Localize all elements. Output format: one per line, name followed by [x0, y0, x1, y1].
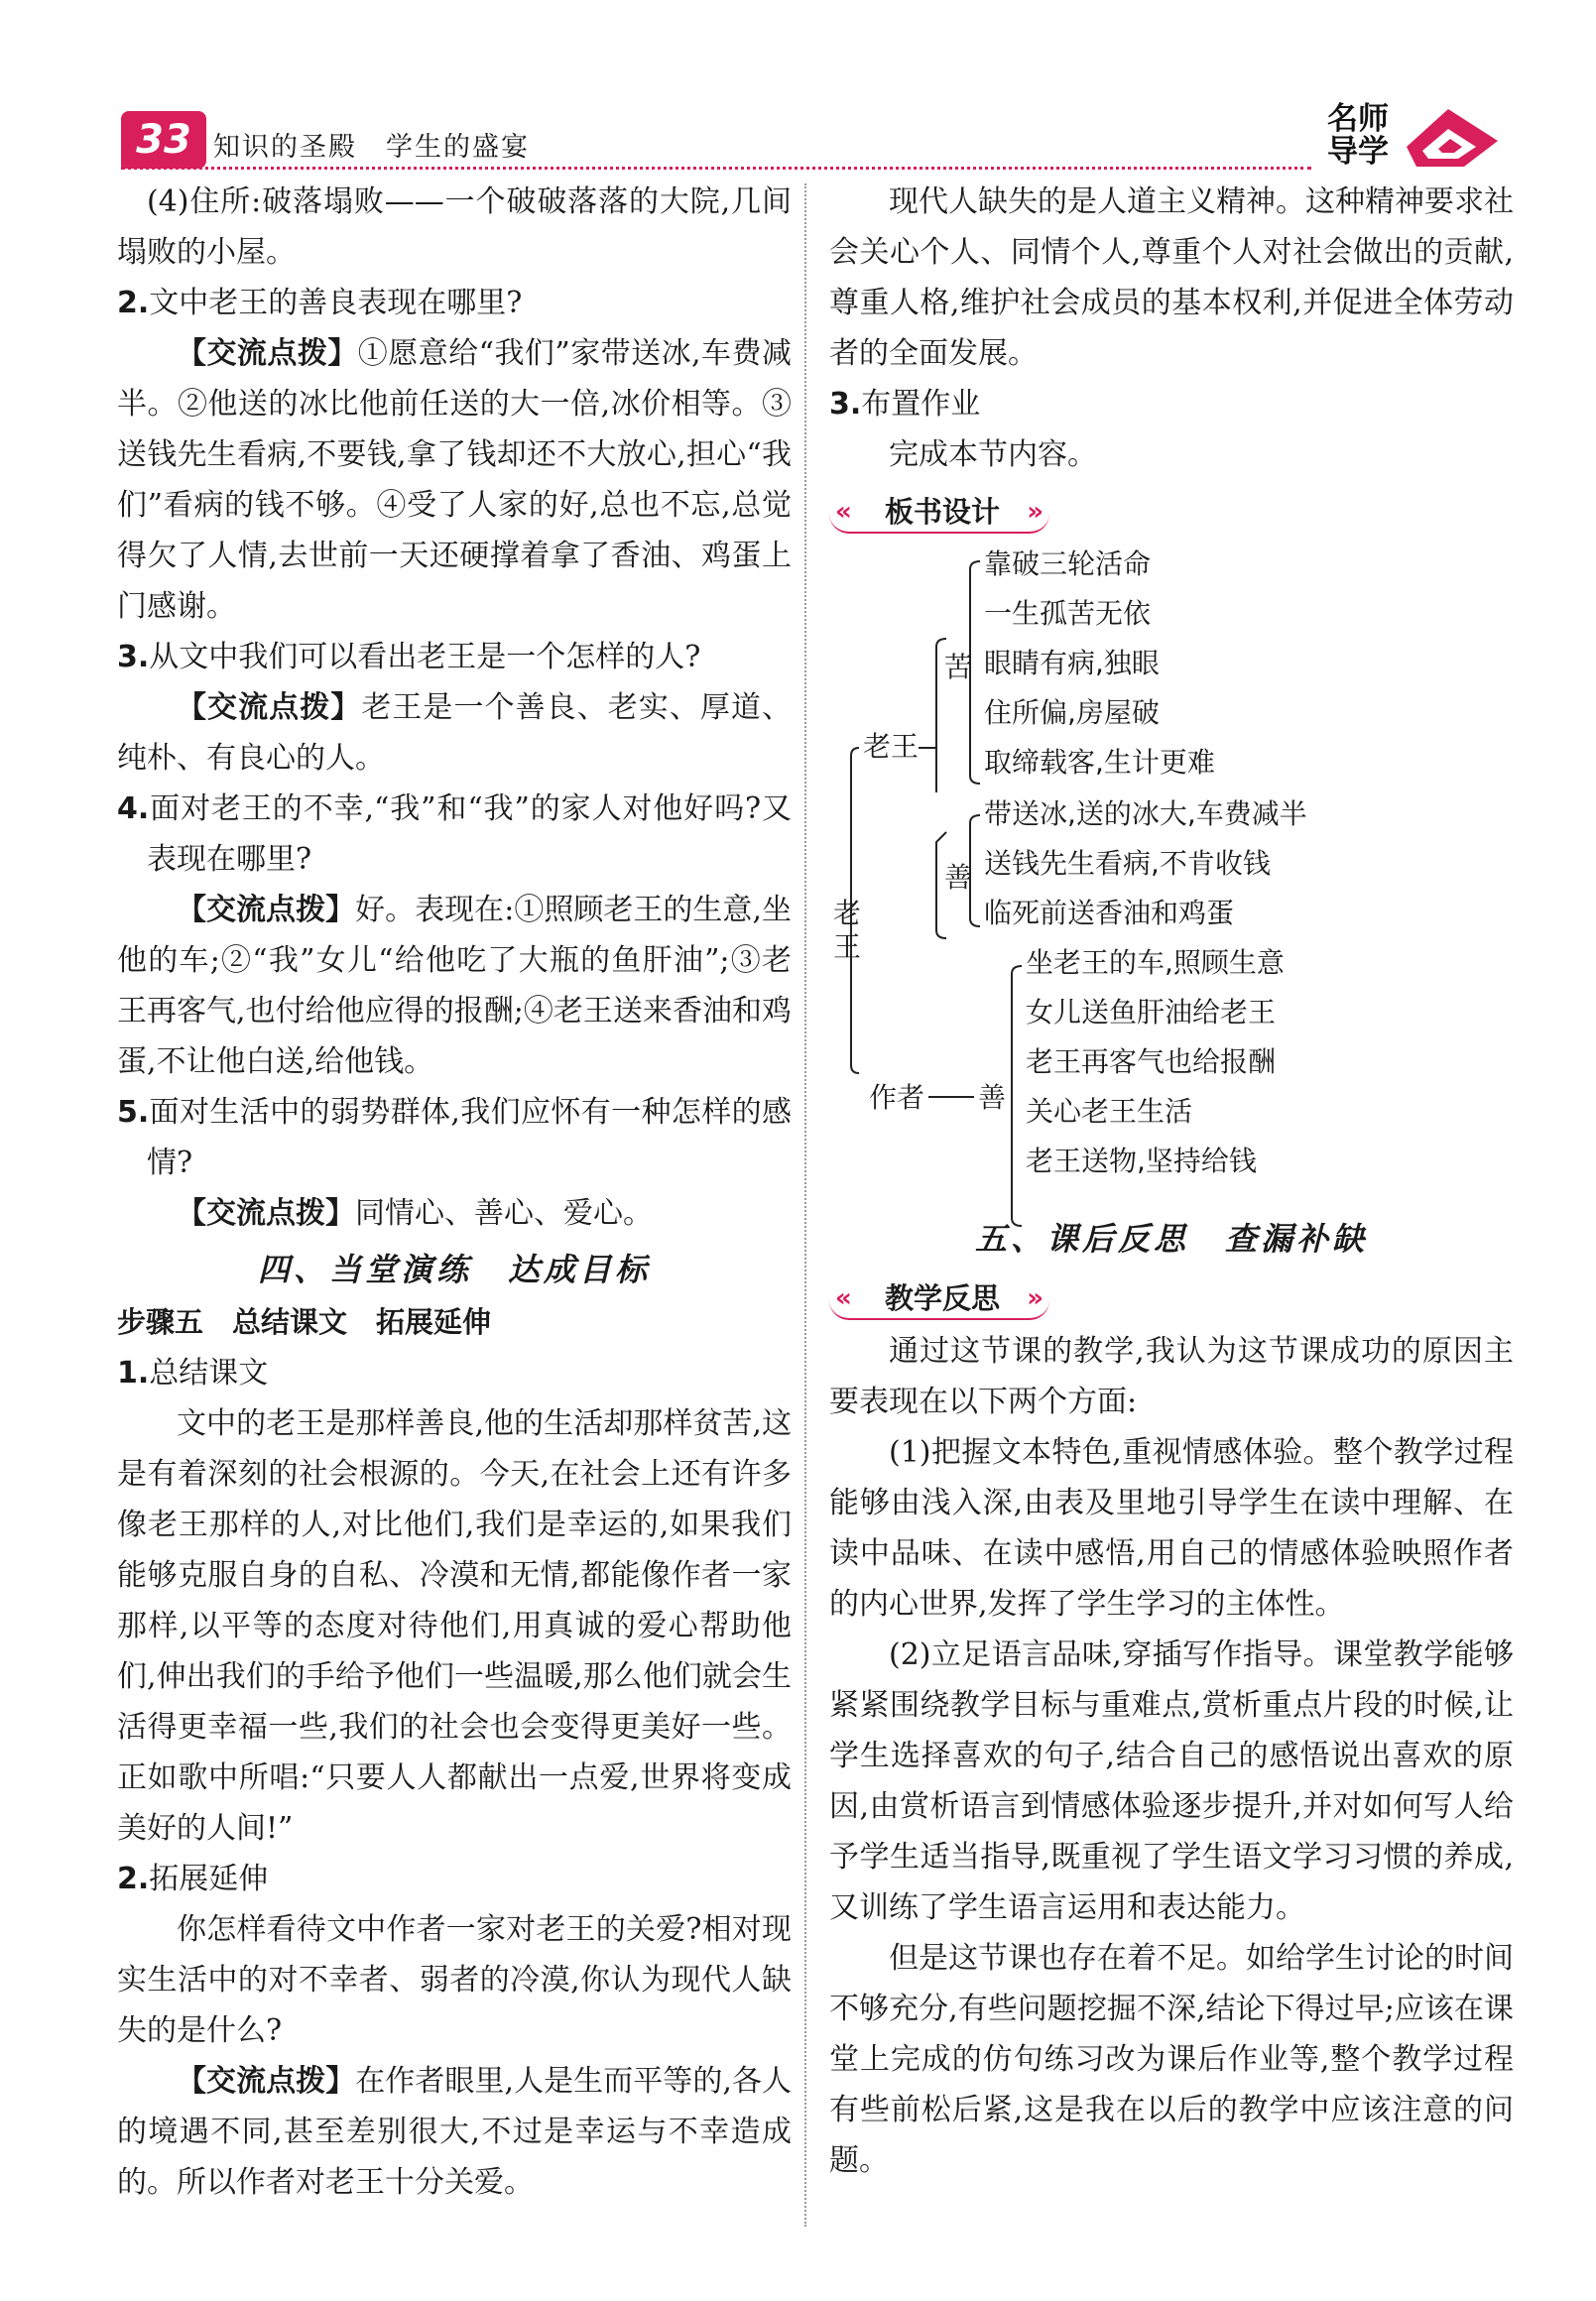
- question-5: [117, 1087, 792, 1188]
- question-text: 文中老王的善良表现在哪里?: [149, 286, 523, 320]
- shan-item: 送钱先生看病,不肯收钱: [984, 847, 1271, 880]
- extension-heading: [117, 1854, 792, 1904]
- item-title: 拓展延伸: [149, 1862, 269, 1896]
- column-divider: [804, 183, 806, 2227]
- answer-text: 在作者眼里,人是生而平等的,各人的境遇不同,甚至差别很大,不过是幸运与不幸造成的。所以作者对老王十分关爱。: [117, 2064, 792, 2200]
- author-item: 关心老王生活: [1026, 1095, 1193, 1128]
- left-column: [117, 177, 792, 2208]
- item-number: 2.: [117, 1862, 150, 1896]
- question-number: 5.: [117, 1095, 150, 1130]
- shan-item: 临死前送香油和鸡蛋: [984, 897, 1235, 929]
- root-label: 老王: [832, 897, 861, 963]
- shan-item: 带送冰,送的冰大,车费减半: [984, 797, 1307, 830]
- right-column: [829, 177, 1514, 2186]
- answer-6: [117, 2056, 792, 2208]
- section-5-title: 五、课后反思 查漏补缺: [974, 1220, 1368, 1258]
- label-text: 板书设计: [885, 495, 1001, 529]
- extension-body: 你怎样看待文中作者一家对老王的关爱?相对现实生活中的对不幸者、弱者的冷漠,你认为现代人缺失的是什么?: [117, 1912, 792, 2048]
- ku-item: 一生孤苦无依: [984, 597, 1152, 630]
- branch-author: 作者: [869, 1081, 925, 1114]
- step-5-title: 步骤五 总结课文 拓展延伸: [117, 1305, 492, 1339]
- ku-item: 取缔载客,生计更难: [984, 746, 1215, 779]
- author-item: 女儿送鱼肝油给老王: [1026, 996, 1277, 1029]
- reflection-intro: 通过这节课的教学,我认为这节课成功的原因主要表现在以下两个方面:: [829, 1334, 1514, 1419]
- shan-label-1: 善: [944, 861, 973, 894]
- author-item: 老王再客气也给报酬: [1026, 1045, 1277, 1078]
- brand-logo: [1319, 99, 1518, 177]
- question-number: 4.: [117, 791, 150, 826]
- shan-label-2: 善: [978, 1081, 1007, 1114]
- question-number: 3.: [117, 640, 150, 674]
- answer-tag: 【交流点拨】: [177, 336, 358, 371]
- answer-tag: 【交流点拨】: [177, 2064, 356, 2099]
- ku-item: 靠破三轮活命: [984, 547, 1152, 580]
- summary-heading: [117, 1348, 792, 1398]
- answer-3: [117, 682, 792, 784]
- residence-line: (4)住所:破落塌败——一个破破落落的大院,几间塌败的小屋。: [117, 184, 792, 270]
- answer-tag: 【交流点拨】: [177, 893, 356, 927]
- ku-label: 苦: [944, 651, 973, 683]
- homework-body: 完成本节内容。: [889, 437, 1097, 472]
- double-chevron-left-icon: «: [835, 497, 852, 527]
- reflection-label: [829, 1278, 1049, 1320]
- reflection-point-1: (1)把握文本特色,重视情感体验。整个教学过程能够由浅入深,由表及里地引导学生在读中理解、在读中品味、在读中感悟,用自己的情感体验映照作者的内心世界,发挥了学生学习的主体性。: [829, 1435, 1514, 1622]
- answer-4: [117, 885, 792, 1087]
- item-number: 1.: [117, 1356, 150, 1391]
- double-chevron-right-icon: »: [1027, 497, 1044, 527]
- answer-text: 老王是一个善良、老实、厚道、纯朴、有良心的人。: [117, 690, 793, 776]
- page-header: [0, 0, 1596, 174]
- item-title: 布置作业: [861, 387, 981, 422]
- author-item: 老王送物,坚持给钱: [1026, 1145, 1257, 1177]
- ku-item: 眼睛有病,独眼: [984, 647, 1160, 679]
- logo-mark-icon: [1399, 101, 1508, 173]
- homework-heading: [829, 379, 1514, 429]
- answer-text: ①愿意给“我们”家带送冰,车费减半。②他送的冰比他前任送的大一倍,冰价相等。③送钱先生看病,不要钱,拿了钱却还不大放心,担心“我们”看病的钱不够。④受了人家的好,总也不忘,总觉得欠了人情,去世前一天还硬撑着拿了香油、鸡蛋上门感谢。: [117, 336, 792, 624]
- summary-body: 文中的老王是那样善良,他的生活却那样贫苦,这是有着深刻的社会根源的。今天,在社会上还有许多像老王那样的人,对比他们,我们是幸运的,如果我们能够克服自身的自私、冷漠和无情,都能像作者一家那样,以平等的态度对待他们,用真诚的爱心帮助他们,伸出我们的手给予他们一些温暖,那么他们就会生活得更幸福一些,我们的社会也会变得更美好一些。正如歌中所唱:“只要人人都献出一点爱,世界将变成美好的人间!”: [117, 1406, 792, 1846]
- ku-item: 住所偏,房屋破: [984, 696, 1160, 729]
- answer-tag: 【交流点拨】: [177, 1196, 355, 1231]
- question-3: [117, 632, 792, 682]
- humanism-paragraph: 现代人缺失的是人道主义精神。这种精神要求社会关心个人、同情个人,尊重个人对社会做出的贡献,尊重人格,维护社会成员的基本权利,并促进全体劳动者的全面发展。: [829, 184, 1514, 371]
- board-design-label: [829, 492, 1049, 534]
- answer-text: 好。表现在:①照顾老王的生意,坐他的车;②“我”女儿“给他吃了大瓶的鱼肝油”;③老王再客气,也付给他应得的报酬;④老王送来香油和鸡蛋,不让他白送,给他钱。: [117, 893, 792, 1079]
- question-number: 2.: [117, 286, 150, 320]
- answer-2: [117, 328, 792, 632]
- question-2: [117, 278, 792, 328]
- answer-tag: 【交流点拨】: [177, 690, 362, 725]
- board-design-tree: [829, 540, 1514, 1273]
- double-chevron-left-icon: «: [835, 1283, 852, 1313]
- logo-text: 名师导学: [1327, 101, 1389, 170]
- answer-5: [117, 1188, 792, 1239]
- item-number: 3.: [829, 387, 862, 422]
- reflection-point-2: (2)立足语言品味,穿插写作指导。课堂教学能够紧紧围绕教学目标与重难点,赏析重点片段的时候,让学生选择喜欢的句子,结合自己的感悟说出喜欢的原因,由赏析语言到情感体验逐步提升,并对如何写人给予学生适当指导,既重视了学生语文学习习惯的养成,又训练了学生语言运用和表达能力。: [829, 1637, 1514, 1925]
- reflection-shortcomings: 但是这节课也存在着不足。如给学生讨论的时间不够充分,有些问题挖掘不深,结论下得过早;应该在课堂上完成的仿句练习改为课后作业等,整个教学过程有些前松后紧,这是我在以后的教学中应该注意的问题。: [829, 1941, 1514, 2178]
- question-text: 从文中我们可以看出老王是一个怎样的人?: [149, 640, 701, 674]
- author-item: 坐老王的车,照顾生意: [1026, 946, 1285, 979]
- header-motto: 知识的圣殿 学生的盛宴: [213, 132, 530, 163]
- question-text: 面对生活中的弱势群体,我们应怀有一种怎样的感情?: [147, 1095, 792, 1180]
- item-title: 总结课文: [149, 1356, 269, 1391]
- answer-text: 同情心、善心、爱心。: [355, 1196, 653, 1231]
- double-chevron-right-icon: »: [1027, 1283, 1044, 1313]
- label-text: 教学反思: [885, 1281, 1001, 1315]
- section-4-title: 四、当堂演练 达成目标: [257, 1251, 651, 1288]
- page-number: 33: [121, 111, 206, 169]
- header-divider: [121, 167, 1311, 170]
- question-text: 面对老王的不幸,“我”和“我”的家人对他好吗?又表现在哪里?: [147, 791, 792, 877]
- question-4: [117, 784, 792, 885]
- branch-laowang: 老王: [863, 730, 920, 763]
